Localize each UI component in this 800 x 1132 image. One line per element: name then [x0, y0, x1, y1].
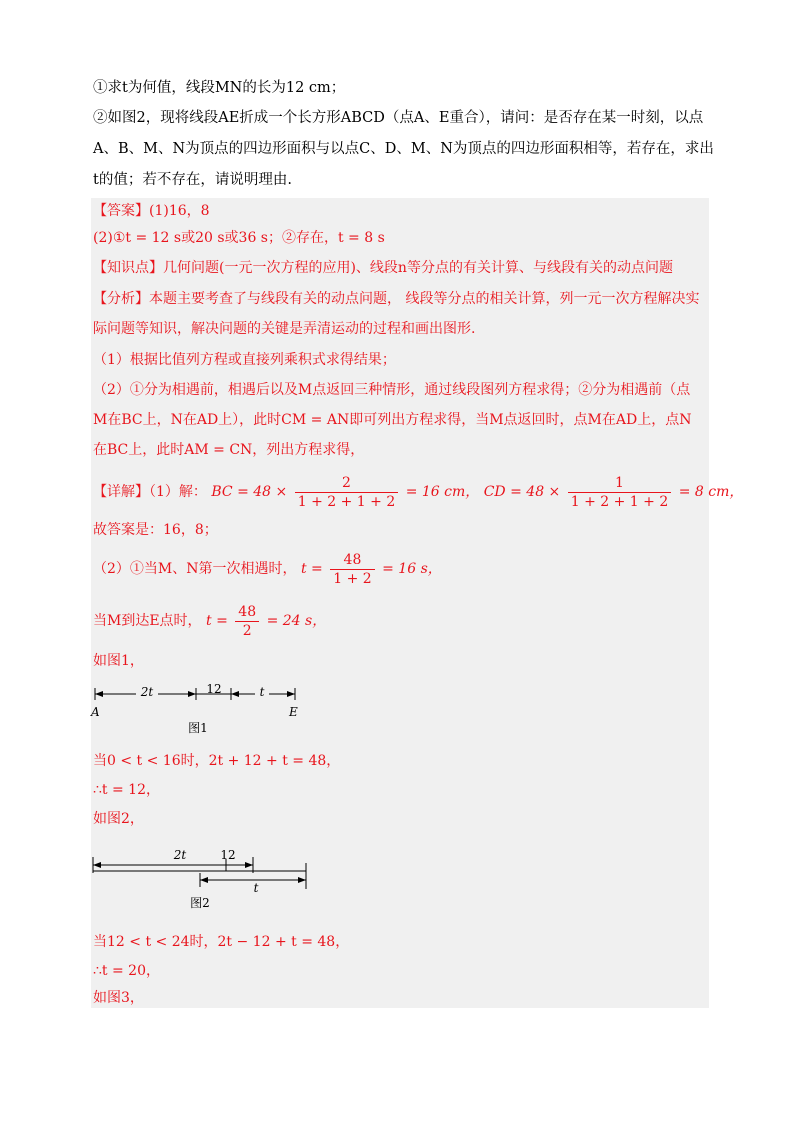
first-meet-fraction: [330, 551, 374, 588]
first-meet-lhs: t =: [300, 561, 323, 577]
cd-fraction: [568, 474, 672, 511]
question-part2-line2: A、B、M、N为顶点的四边形面积与以点C、D、M、N为顶点的四边形面积相等，若存在，求出: [93, 141, 714, 157]
figure2-caption: 图2: [190, 896, 210, 910]
figure2-label-t: t: [253, 881, 259, 895]
reach-e-lead: 当M到达E点时，: [93, 613, 202, 629]
figure-2: [88, 845, 318, 915]
figure1-caption: 图1: [188, 721, 208, 735]
figure2-arrowhead: [298, 877, 306, 883]
first-meet-numerator: 48: [330, 551, 374, 570]
analysis-line-1: 【分析】本题主要考查了与线段有关的动点问题， 线段等分点的相关计算，列一元一次方程解决实: [93, 291, 700, 307]
figure2-arrowhead: [245, 862, 253, 868]
figure1-arrowhead: [95, 691, 103, 697]
figure-1: [88, 680, 318, 740]
answer-line-2: (2)①t = 12 s或20 s或36 s；②存在，t = 8 s: [93, 230, 385, 246]
bc-fraction: [295, 474, 399, 511]
figure2-intro: 如图2，: [93, 811, 144, 827]
figure1-point-a: A: [91, 705, 100, 719]
question-part1: ①求t为何值，线段MN的长为12 cm；: [93, 80, 346, 96]
reach-e-fraction: [235, 603, 259, 640]
case2-condition: 当12 < t < 24时，2t − 12 + t = 48，: [93, 934, 350, 950]
case2-result: ∴t = 20，: [93, 963, 160, 979]
figure1-arrowhead: [188, 691, 196, 697]
reach-e-lhs: t =: [206, 613, 228, 629]
first-meet-rhs: = 16 s，: [382, 561, 442, 577]
figure1-label-t: t: [259, 685, 265, 699]
figure1-label-2t: 2t: [140, 685, 154, 699]
figure1-arrowhead: [231, 691, 239, 697]
bc-denominator: 1 + 2 + 1 + 2: [297, 493, 396, 510]
first-meet-denominator: 1 + 2: [333, 570, 372, 587]
figure1-arrowhead: [287, 691, 295, 697]
reach-e-rhs: = 24 s，: [266, 613, 327, 629]
detail-m-reaches-e: [93, 601, 326, 641]
figure2-arrowhead: [93, 862, 101, 868]
detail-label: 【详解】（1）解：: [93, 484, 207, 500]
cd-numerator: 1: [568, 474, 672, 493]
knowledge-points: 【知识点】几何问题(一元一次方程的应用)、线段n等分点的有关计算、与线段有关的动点问题: [93, 260, 673, 276]
cd-lhs: CD = 48 ×: [483, 484, 561, 500]
first-meet-lead: （2）①当M、N第一次相遇时，: [93, 561, 297, 577]
figure1-label-12: 12: [206, 682, 222, 696]
detail-so: 故答案是：16，8；: [93, 522, 218, 538]
analysis-line-4: （2）①分为相遇前，相遇后以及M点返回三种情形，通过线段图列方程求得；②分为相遇前（点: [93, 382, 691, 398]
figure1-intro: 如图1，: [93, 653, 144, 669]
cd-denominator: 1 + 2 + 1 + 2: [570, 493, 669, 510]
bc-numerator: 2: [295, 474, 399, 493]
case1-condition: 当0 < t < 16时，2t + 12 + t = 48，: [93, 753, 341, 769]
analysis-line-6: 在BC上，此时AM = CN，列出方程求得，: [93, 442, 365, 458]
bc-lhs: BC = 48 ×: [211, 484, 288, 500]
question-part2-line3: t的值；若不存在，请说明理由.: [93, 172, 292, 188]
question-part2-line1: ②如图2，现将线段AE折成一个长方形ABCD（点A、E重合），请问：是否存在某一时刻，以点: [93, 110, 704, 126]
reach-e-denominator: 2: [242, 622, 252, 639]
detail-part1: [93, 472, 743, 512]
answer-line: 【答案】(1)16，8: [93, 203, 210, 219]
detail-first-meet: [93, 549, 442, 589]
cd-rhs: = 8 cm，: [678, 484, 744, 500]
figure2-arrowhead: [200, 877, 208, 883]
reach-e-numerator: 48: [235, 603, 259, 622]
figure1-point-e: E: [289, 705, 298, 719]
figure2-label-2t: 2t: [173, 848, 187, 862]
analysis-line-3: （1）根据比值列方程或直接列乘积式求得结果；: [93, 352, 396, 368]
analysis-line-5: M在BC上，N在AD上），此时CM = AN即可列出方程求得，当M点返回时，点M在AD上，点N: [93, 412, 692, 428]
figure2-label-12: 12: [220, 848, 236, 862]
case1-result: ∴t = 12，: [93, 782, 160, 798]
figure3-intro: 如图3，: [93, 990, 144, 1006]
analysis-line-2: 际问题等知识，解决问题的关键是弄清运动的过程和画出图形.: [93, 321, 476, 337]
bc-rhs: = 16 cm，: [405, 484, 480, 500]
